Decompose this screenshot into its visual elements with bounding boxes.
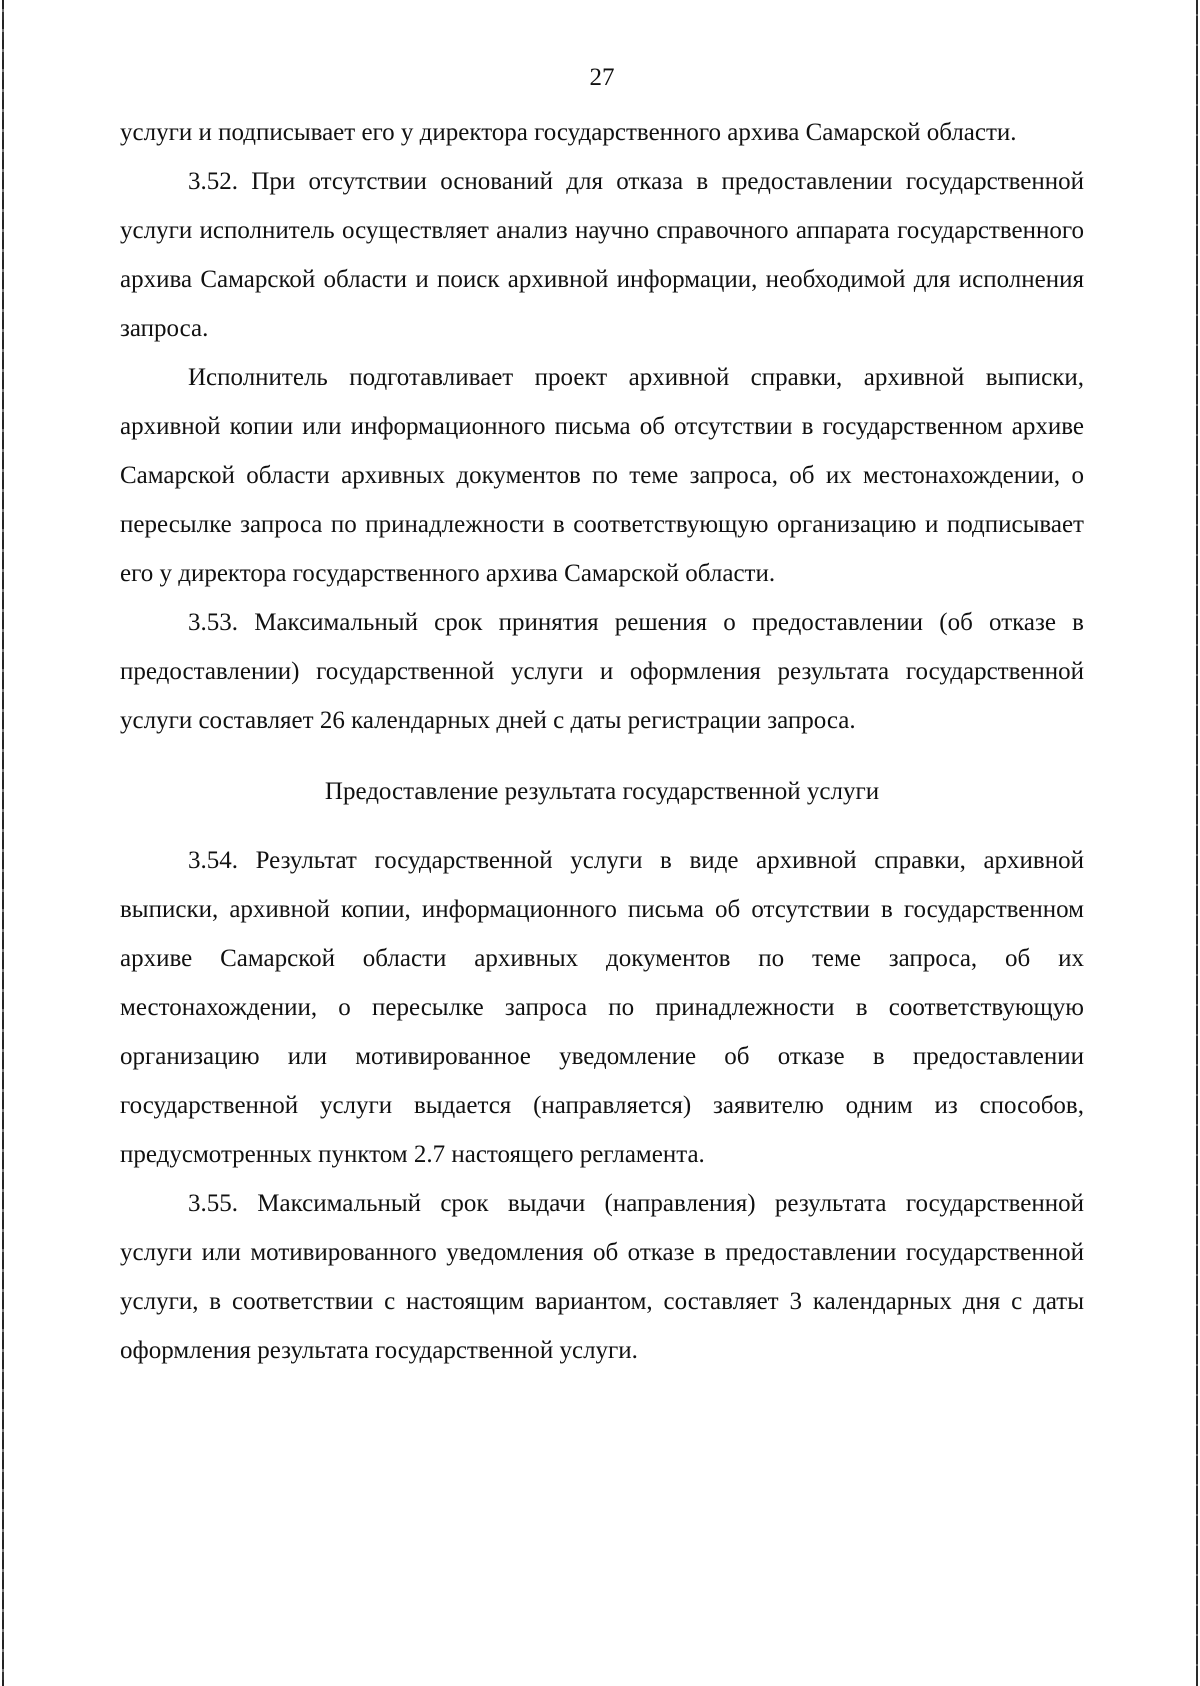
paragraph-3-54: 3.54. Результат государственной услуги в виде архивной справки, архивной выписки, архивной копии, информационного письма об отсутствии в государственном архиве Самарской области архивных документов по теме запроса, об их местонахождении, о пересылке запроса по принадлежности в соответствующую организацию или мотивированное уведомление об отказе в предоставлении государственной услуги выдается (направляется) заявителю одним из способов, предусмотренных пунктом 2.7 настоящего регламента. — [120, 847, 1084, 1168]
paragraph-continuation: услуги и подписывает его у директора государственного архива Самарской области. — [120, 119, 1017, 146]
paragraph-3-52: 3.52. При отсутствии оснований для отказа в предоставлении государственной услуги исполнитель осуществляет анализ научно справочного аппарата государственного архива Самарской области и поиск архивной информации, необходимой для исполнения запроса. — [120, 168, 1084, 342]
page-content — [120, 58, 1084, 1375]
scan-edge-right — [1196, 0, 1198, 1686]
paragraph-3-55: 3.55. Максимальный срок выдачи (направления) результата государственной услуги или мотивированного уведомления об отказе в предоставлении государственной услуги, в соответствии с настоящим вариантом, составляет 3 календарных дня с даты оформления результата государственной услуги. — [120, 1190, 1084, 1364]
scan-edge-left — [2, 0, 4, 1686]
section-title: Предоставление результата государственной услуги — [324, 778, 880, 805]
page-number: 27 — [589, 64, 615, 91]
paragraph-executor: Исполнитель подготавливает проект архивной справки, архивной выписки, архивной копии или информационного письма об отсутствии в государственном архиве Самарской области архивных документов по теме запроса, об их местонахождении, о пересылке запроса по принадлежности в соответствующую организацию и подписывает его у директора государственного архива Самарской области. — [120, 364, 1084, 587]
paragraph-3-53: 3.53. Максимальный срок принятия решения о предоставлении (об отказе в предоставлении) государственной услуги и оформления результата государственной услуги составляет 26 календарных дней с даты регистрации запроса. — [120, 609, 1084, 734]
